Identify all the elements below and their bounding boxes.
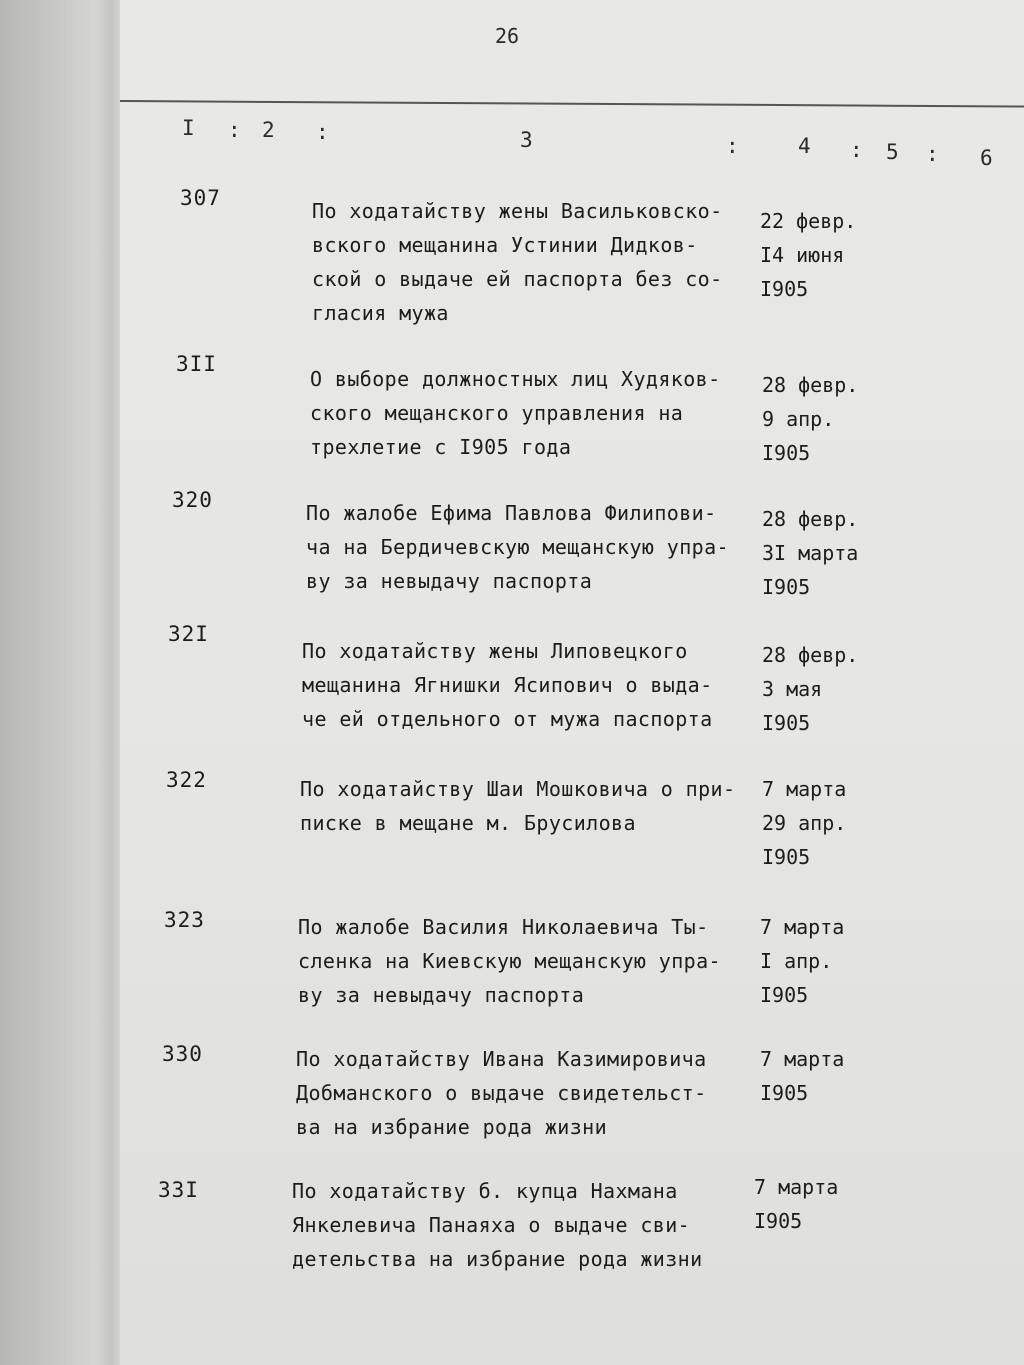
entry-dates [762, 638, 858, 740]
entry-number: 320 [172, 488, 213, 512]
entry-description [312, 194, 723, 330]
date-line: 28 февр. [762, 643, 859, 667]
entry-description [300, 772, 735, 840]
date-line: I905 [762, 845, 811, 869]
column-separator: : [926, 142, 939, 166]
date-line: I905 [762, 575, 811, 599]
entry-number: 3II [176, 352, 217, 376]
entry-dates [760, 910, 844, 1012]
entry-description [302, 634, 713, 736]
entry-description [292, 1174, 703, 1276]
date-line: 7 марта [760, 915, 845, 939]
description-line: По жалобе Ефима Павлова Филипови- [306, 501, 717, 525]
description-line: вского мещанина Устинии Дидков- [312, 233, 698, 257]
description-line: ву за невыдачу паспорта [298, 983, 585, 1007]
document-page [120, 0, 1024, 1365]
column-header-1: I [182, 116, 195, 140]
entry-number: 322 [166, 768, 207, 792]
date-line: I905 [760, 277, 809, 301]
entry-description [310, 362, 721, 464]
description-line: че ей отдельного от мужа паспорта [302, 707, 713, 731]
entry-number: 323 [164, 908, 205, 932]
date-line: 28 февр. [762, 373, 859, 397]
description-line: По ходатайству жены Васильковско- [312, 199, 723, 223]
date-line: 3I марта [762, 541, 859, 565]
description-line: По ходатайству жены Липовецкого [302, 639, 688, 663]
column-separator: : [316, 120, 329, 144]
entry-description [306, 496, 729, 598]
date-line: I905 [754, 1209, 803, 1233]
column-header-6: 6 [980, 146, 993, 170]
description-line: трехлетие с I905 года [310, 435, 572, 459]
entry-dates [760, 204, 856, 306]
description-line: ва на избрание рода жизни [296, 1115, 608, 1139]
page-number: 26 [495, 24, 520, 48]
date-line: 28 февр. [762, 507, 859, 531]
entry-dates [762, 502, 858, 604]
date-line: 29 апр. [762, 811, 847, 835]
description-line: Янкелевича Панаяха о выдаче сви- [292, 1213, 691, 1237]
column-header-row [120, 116, 1024, 170]
description-line: ву за невыдачу паспорта [306, 569, 593, 593]
date-line: 9 апр. [762, 407, 835, 431]
entry-dates [754, 1170, 838, 1238]
description-line: Добманского о выдаче свидетельст- [296, 1081, 707, 1105]
date-line: I апр. [760, 949, 833, 973]
entry-dates [762, 368, 858, 470]
description-line: гласия мужа [312, 301, 449, 325]
description-line: По жалобе Василия Николаевича Ты- [298, 915, 709, 939]
column-separator: : [726, 134, 739, 158]
date-line: I4 июня [760, 243, 845, 267]
entry-description [298, 910, 721, 1012]
date-line: 7 марта [760, 1047, 845, 1071]
description-line: мещанина Ягнишки Ясипович о выда- [302, 673, 713, 697]
entry-number: 307 [180, 186, 221, 210]
header-rule [120, 100, 1024, 108]
column-separator: : [228, 118, 241, 142]
column-header-5: 5 [886, 140, 899, 164]
entry-dates [762, 772, 846, 874]
entry-number: 33I [158, 1178, 199, 1202]
description-line: О выборе должностных лиц Худяков- [310, 367, 721, 391]
entry-dates [760, 1042, 844, 1110]
date-line: I905 [762, 441, 811, 465]
description-line: ской о выдаче ей паспорта без со- [312, 267, 723, 291]
date-line: 3 мая [762, 677, 823, 701]
date-line: I905 [760, 983, 809, 1007]
description-line: детельства на избрание рода жизни [292, 1247, 703, 1271]
entry-description [296, 1042, 707, 1144]
description-line: писке в мещане м. Брусилова [300, 811, 636, 835]
description-line: По ходатайству б. купца Нахмана [292, 1179, 678, 1203]
description-line: сленка на Киевскую мещанскую упра- [298, 949, 721, 973]
description-line: По ходатайству Ивана Казимировича [296, 1047, 707, 1071]
column-header-3: 3 [520, 128, 533, 152]
date-line: I905 [762, 711, 811, 735]
date-line: 7 марта [762, 777, 847, 801]
description-line: По ходатайству Шаи Мошковича о при- [300, 777, 736, 801]
column-separator: : [850, 138, 863, 162]
description-line: ча на Бердичевскую мещанскую упра- [306, 535, 729, 559]
description-line: ского мещанского управления на [310, 401, 684, 425]
date-line: I905 [760, 1081, 809, 1105]
date-line: 22 февр. [760, 209, 857, 233]
date-line: 7 марта [754, 1175, 839, 1199]
column-header-2: 2 [262, 118, 275, 142]
entry-number: 330 [162, 1042, 203, 1066]
column-header-4: 4 [798, 134, 811, 158]
entry-number: 32I [168, 622, 209, 646]
